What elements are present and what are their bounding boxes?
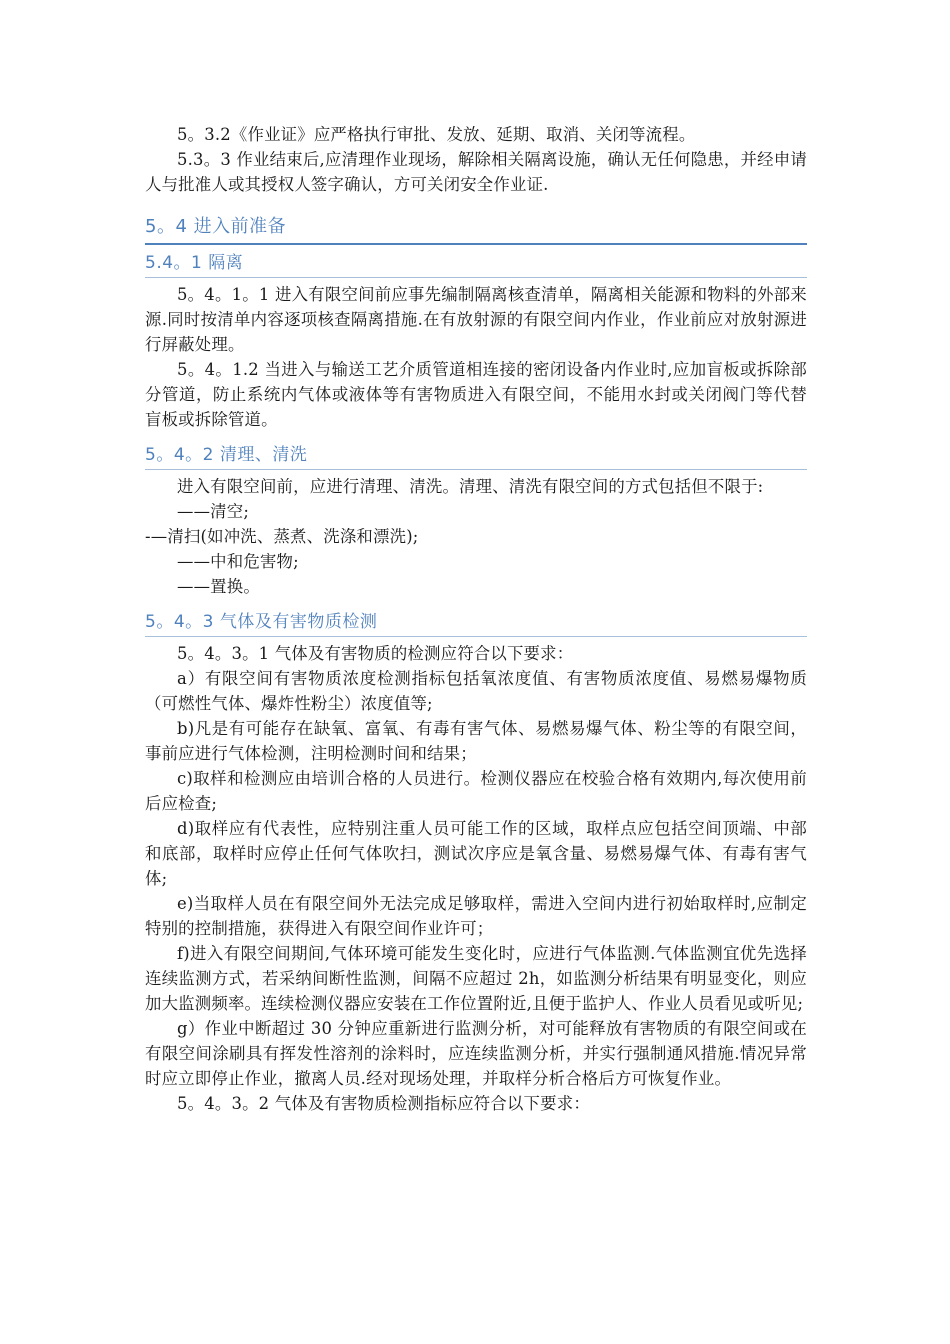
heading-5-4-1: 5.4。1 隔离 bbox=[145, 251, 807, 278]
paragraph-cleaning-intro: 进入有限空间前，应进行清理、清洗。清理、清洗有限空间的方式包括但不限于: bbox=[177, 477, 764, 496]
heading-5-4-2: 5。4。2 清理、清洗 bbox=[145, 443, 807, 470]
paragraph-5-4-1-1: 5。4。1。1 进入有限空间前应事先编制隔离核查清单，隔离相关能源和物料的外部来源.同时按清单内容逐项核查隔离措施.在有放射源的有限空间内作业，作业前应对放射源进行屏蔽处理。 bbox=[145, 285, 807, 354]
paragraph-item-c: c)取样和检测应由培训合格的人员进行。检测仪器应在校验合格有效期内,每次使用前后应检查; bbox=[145, 769, 807, 813]
heading-5-4-3: 5。4。3 气体及有害物质检测 bbox=[145, 610, 807, 637]
paragraph-item-d: d)取样应有代表性，应特别注重人员可能工作的区域，取样点应包括空间顶端、中部和底部，取样时应停止任何气体吹扫，测试次序应是氧含量、易燃易爆气体、有毒有害气体; bbox=[145, 819, 807, 888]
paragraph-5-4-3-1: 5。4。3。1 气体及有害物质的检测应符合以下要求： bbox=[177, 644, 574, 663]
paragraph-item-f: f)进入有限空间期间,气体环境可能发生变化时，应进行气体监测.气体监测宜优先选择连续监测方式，若采纳间断性监测，间隔不应超过 2h，如监测分析结果有明显变化，则应加大监测频率。连续检测仪器应安装在工作位置附近,且便于监护人、作业人员看见或听见; bbox=[145, 944, 807, 1013]
paragraph-5-4-3-2: 5。4。3。2 气体及有害物质检测指标应符合以下要求： bbox=[177, 1094, 590, 1113]
list-item-empty: ——清空; bbox=[177, 502, 250, 521]
document-page bbox=[145, 122, 807, 1116]
list-item-replace: ——置换。 bbox=[177, 577, 260, 596]
paragraph-5-4-1-2: 5。4。1.2 当进入与输送工艺介质管道相连接的密闭设备内作业时,应加盲板或拆除部分管道，防止系统内气体或液体等有害物质进入有限空间，不能用水封或关闭阀门等代替盲板或拆除管道。 bbox=[145, 360, 807, 429]
heading-5-4: 5。4 进入前准备 bbox=[145, 214, 807, 245]
list-item-neutralize: ——中和危害物; bbox=[177, 552, 299, 571]
paragraph-item-g: g）作业中断超过 30 分钟应重新进行监测分析，对可能释放有害物质的有限空间或在有限空间涂刷具有挥发性溶剂的涂料时，应连续监测分析，并实行强制通风措施.情况异常时应立即停止作业，撤离人员.经对现场处理，并取样分析合格后方可恢复作业。 bbox=[145, 1019, 807, 1088]
paragraph-5-3-3: 5.3。3 作业结束后,应清理作业现场，解除相关隔离设施，确认无任何隐患，并经申请人与批准人或其授权人签字确认，方可关闭安全作业证. bbox=[145, 150, 807, 194]
paragraph-item-e: e)当取样人员在有限空间外无法完成足够取样，需进入空间内进行初始取样时,应制定特别的控制措施，获得进入有限空间作业许可； bbox=[145, 894, 807, 938]
paragraph-5-3-2: 5。3.2《作业证》应严格执行审批、发放、延期、取消、关闭等流程。 bbox=[177, 125, 696, 144]
list-item-sweep: -—清扫(如冲洗、蒸煮、洗涤和漂洗); bbox=[145, 527, 419, 546]
paragraph-item-a: a）有限空间有害物质浓度检测指标包括氧浓度值、有害物质浓度值、易燃易爆物质（可燃性气体、爆炸性粉尘）浓度值等; bbox=[145, 669, 807, 713]
paragraph-item-b: b)凡是有可能存在缺氧、富氧、有毒有害气体、易燃易爆气体、粉尘等的有限空间，事前应进行气体检测，注明检测时间和结果； bbox=[145, 719, 807, 763]
